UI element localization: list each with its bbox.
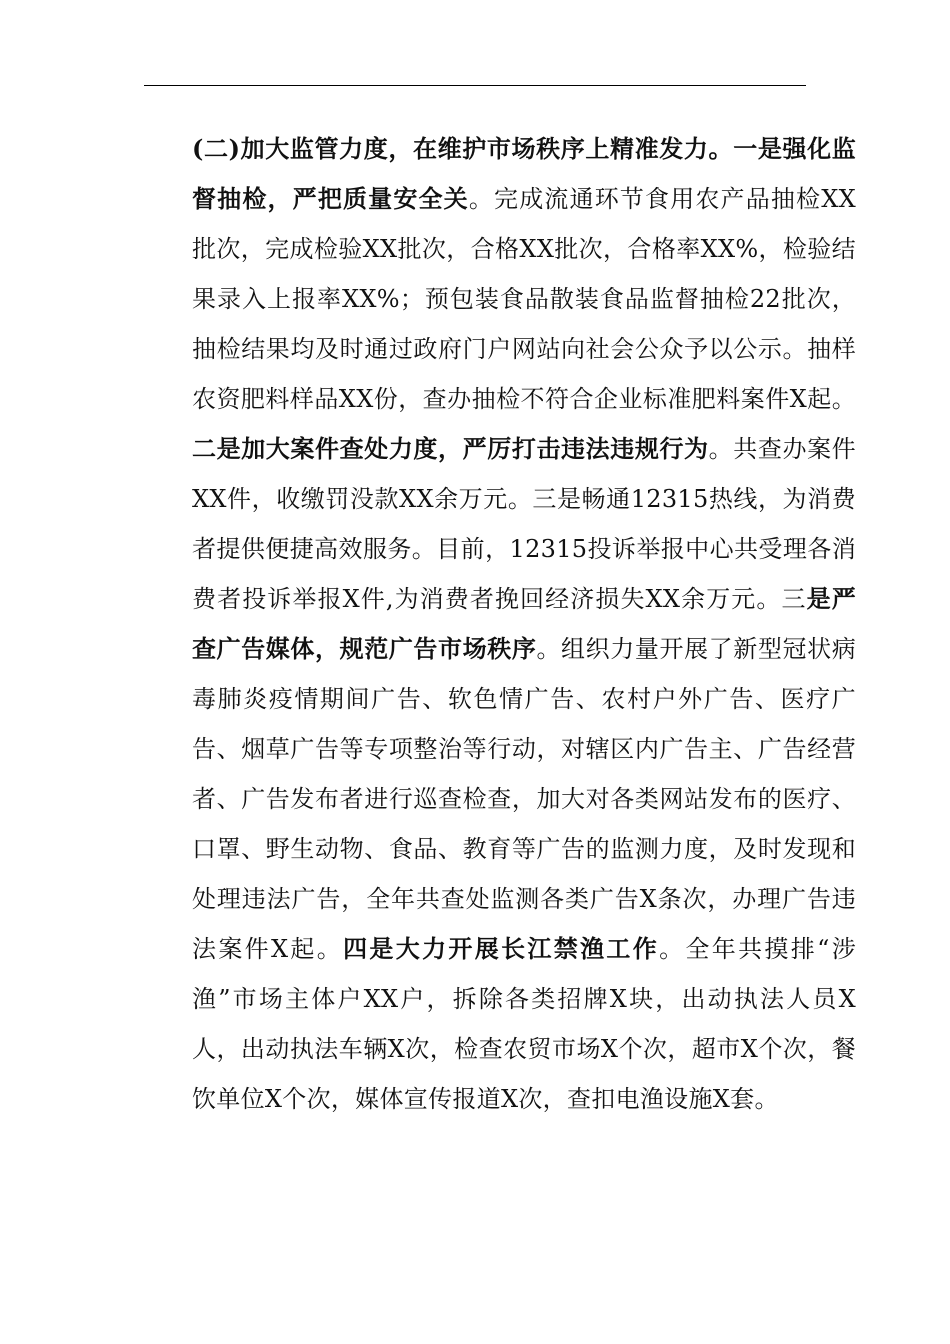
body-paragraph [144, 124, 856, 1124]
point-4-heading: 四是大力开展长江禁渔工作 [343, 934, 660, 963]
point-2-heading: 二是加大案件查处力度，严厉打击违法违规行为 [192, 434, 709, 463]
point-1-text: 。完成流通环节食用农产品抽检XX批次，完成检验XX批次，合格XX批次，合格率XX%，检验结果录入上报率XX%；预包装食品散装食品监督抽检22批次，抽检结果均及时通过政府门户网站向社会公众予以公示。抽样农资肥料样品XX份，查办抽检不符合企业标准肥料案件X起。 [192, 185, 856, 413]
header-rule [144, 85, 806, 86]
point-4-text: 。全年共摸排“涉渔”市场主体户XX户，拆除各类招牌X块，出动执法人员X人，出动执法车辆X次，检查农贸市场X个次，超市X个次，餐饮单位X个次，媒体宣传报道X次，查扣电渔设施X套。 [192, 935, 856, 1113]
point-2-text: 。共查办案件XX件，收缴罚没款XX余万元。三是畅通12315热线，为消费者提供便捷高效服务。目前，12315投诉举报中心共受理各消费者投诉举报X件,为消费者挽回经济损失XX余万元。三 [192, 435, 856, 613]
point-1-heading: 一是强化监督抽检，严把质量安全关 [192, 134, 857, 213]
point-3-heading: 是严查广告媒体，规范广告市场秩序 [192, 584, 856, 663]
section-heading: (二)加大监管力度，在维护市场秩序上精准发力。 [192, 134, 734, 163]
point-3-text: 。组织力量开展了新型冠状病毒肺炎疫情期间广告、软色情广告、农村户外广告、医疗广告、烟草广告等专项整治等行动，对辖区内广告主、广告经营者、广告发布者进行巡查检查，加大对各类网站发布的医疗、口罩、野生动物、食品、教育等广告的监测力度，及时发现和处理违法广告，全年共查处监测各类广告X条次，办理广告违法案件X起。 [192, 635, 856, 963]
